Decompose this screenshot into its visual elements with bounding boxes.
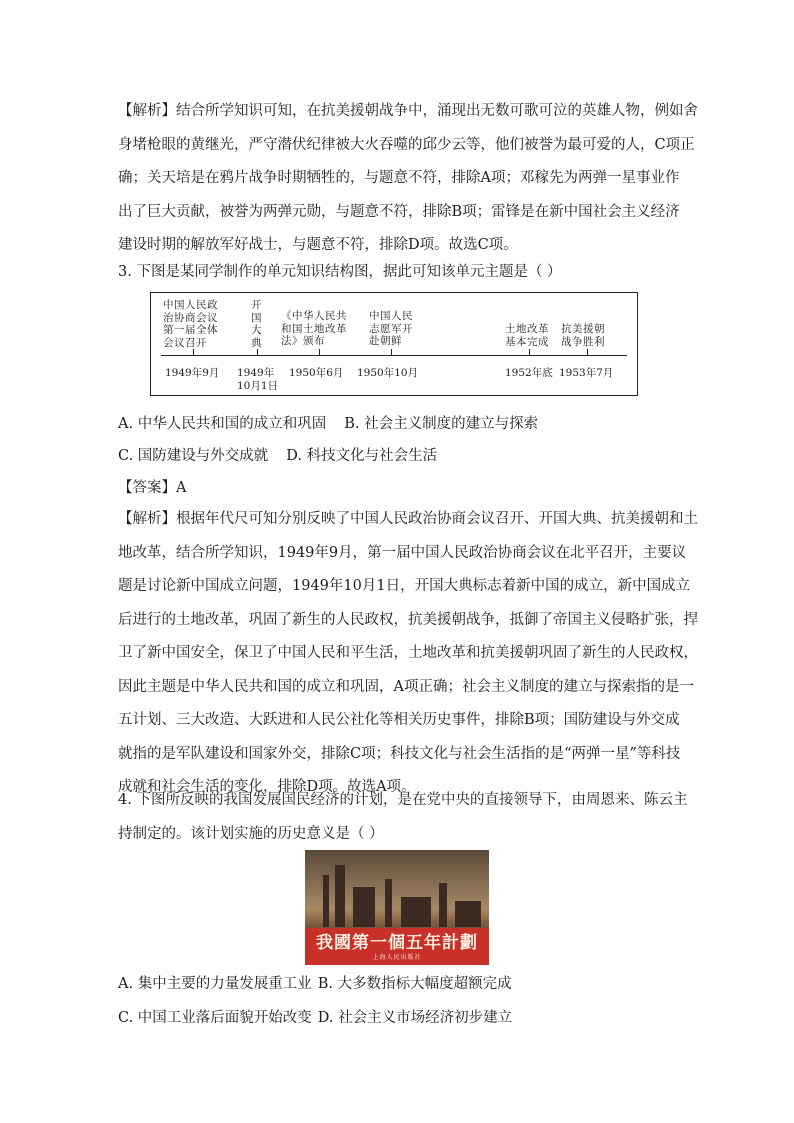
timeline-tick <box>319 349 320 356</box>
option-a[interactable]: A. 集中主要的力量发展重工业 <box>118 976 312 992</box>
text-line: 确；关天培是在鸦片战争时期牺牲的，与题意不符，排除A项；邓稼先为两弹一星事业作 <box>118 170 680 186</box>
timeline-tick <box>587 349 588 356</box>
timeline-event-6 <box>561 323 605 348</box>
poster-furnace <box>353 887 375 927</box>
text-line: 出了巨大贡献，被誉为两弹元勋，与题意不符，排除B项；雷锋是在新中国社会主义经济 <box>118 203 680 220</box>
option-c[interactable]: C. 国防建设与外交成就 <box>118 448 269 464</box>
timeline-date-1: 1949年9月 <box>165 367 220 379</box>
question-4-stem <box>118 784 688 851</box>
timeline-event-2 <box>251 299 262 349</box>
timeline-tick <box>257 349 258 356</box>
text-line: 成就和社会生活的变化，排除D项。故选A项。 <box>118 779 416 795</box>
poster-banner <box>305 928 489 965</box>
timeline-date-6: 1953年7月 <box>559 367 614 379</box>
timeline-date-3: 1950年6月 <box>289 367 344 379</box>
question-3-analysis <box>118 503 698 805</box>
option-b[interactable]: B. 大多数指标大幅度超额完成 <box>317 976 512 992</box>
timeline-date-5: 1952年底 <box>505 367 553 379</box>
timeline-tick <box>529 349 530 356</box>
question-3-options-row-1 <box>118 408 538 440</box>
timeline-date-2 <box>237 367 278 393</box>
event-text: 中国人民 <box>369 310 413 322</box>
text-line: 持制定的。该计划实施的历史意义是（ ） <box>118 825 384 842</box>
option-a[interactable]: A. 中华人民共和国的成立和巩固 <box>118 416 327 432</box>
five-year-plan-poster <box>305 850 489 965</box>
timeline-date-4: 1950年10月 <box>357 367 419 379</box>
question-3-options-row-2 <box>118 440 437 472</box>
text-line: 题是讨论新中国成立问题，1949年10月1日，开国大典标志着新中国的成立，新中国成立 <box>118 578 691 594</box>
poster-building <box>455 901 481 927</box>
prev-analysis <box>118 95 698 263</box>
text-line: 【解析】结合所学知识可知，在抗美援朝战争中，涌现出无数可歌可泣的英雄人物，例如舍 <box>118 103 698 119</box>
timeline-event-3 <box>281 310 347 348</box>
event-text: 和国土地改革 <box>281 322 347 335</box>
timeline-diagram <box>150 292 638 396</box>
poster-chimney <box>323 875 329 927</box>
text-line: 地改革，结合所学知识，1949年9月，第一届中国人民政治协商会议在北平召开，主要议 <box>118 544 687 561</box>
poster-building <box>401 897 431 927</box>
event-text: 典 <box>251 336 262 349</box>
event-text: 志愿军开 <box>369 322 413 335</box>
poster-title: 我國第一個五年計劃 <box>316 933 478 953</box>
event-text: 赴朝鲜 <box>369 335 402 347</box>
text-line: 【解析】根据年代尺可知分别反映了中国人民政治协商会议召开、开国大典、抗美援朝和土 <box>118 511 698 527</box>
event-text: 法》颁布 <box>281 335 325 347</box>
timeline-tick <box>193 349 194 356</box>
event-text: 国 <box>251 311 262 324</box>
poster-chimney <box>439 883 447 927</box>
timeline-event-4 <box>369 310 413 348</box>
event-text: 土地改革 <box>505 323 549 335</box>
poster-publisher: 上海人民出版社 <box>372 954 422 961</box>
event-text: 治协商会议 <box>163 311 218 324</box>
text-line: 3. 下图是某同学制作的单元知识结构图，据此可知该单元主题是（ ） <box>118 264 562 280</box>
event-text: 战争胜利 <box>561 335 605 348</box>
event-text: 会议召开 <box>163 336 207 349</box>
text-line: 后进行的土地改革，巩固了新生的人民政权，抗美援朝战争，抵御了帝国主义侵略扩张，捍 <box>118 611 698 628</box>
timeline-axis <box>161 355 627 356</box>
option-d[interactable]: D. 科技文化与社会生活 <box>286 448 438 464</box>
timeline-event-1 <box>163 299 218 349</box>
text-line: 五计划、三大改造、大跃进和人民公社化等相关历史事件，排除B项；国防建设与外交成 <box>118 712 680 728</box>
event-text: 中国人民政 <box>163 299 218 311</box>
text-line: 卫了新中国安全，保卫了中国人民和平生活，土地改革和抗美援朝巩固了新生的人民政权， <box>118 645 698 661</box>
poster-chimney <box>335 865 345 927</box>
timeline-tick <box>391 349 392 356</box>
date-text: 10月1日 <box>237 380 279 392</box>
question-3-answer <box>118 472 680 506</box>
option-c[interactable]: C. 中国工业落后面貌开始改变 <box>118 1010 312 1026</box>
question-3-stem <box>118 256 680 290</box>
poster-chimney <box>385 879 392 927</box>
question-4-options-row-2 <box>118 1002 512 1034</box>
text-line: 4. 下图所反映的我国发展国民经济的计划，是在党中央的直接领导下，由周恩来、陈云主 <box>118 792 688 808</box>
option-b[interactable]: B. 社会主义制度的建立与探索 <box>344 416 539 432</box>
question-4-options-row-1 <box>118 968 512 1000</box>
event-text: 第一届全体 <box>163 324 218 336</box>
event-text: 大 <box>251 324 262 336</box>
event-text: 开 <box>251 299 262 311</box>
event-text: 抗美援朝 <box>561 323 605 335</box>
date-text: 1949年 <box>237 367 275 379</box>
option-d[interactable]: D. 社会主义市场经济初步建立 <box>317 1010 513 1026</box>
text-line: 就指的是军队建设和国家外交，排除C项；科技文化与社会生活指的是“两弹一星”等科技 <box>118 745 681 762</box>
event-text: 《中华人民共 <box>281 310 347 322</box>
text-line: 因此主题是中华人民共和国的成立和巩固，A项正确；社会主义制度的建立与探索指的是一 <box>118 678 694 695</box>
text-line: 身堵枪眼的黄继光，严守潜伏纪律被大火吞噬的邱少云等，他们被誉为最可爱的人，C项正 <box>118 136 695 153</box>
event-text: 基本完成 <box>505 335 549 348</box>
timeline-event-5 <box>505 323 549 348</box>
answer-text: 【答案】A <box>118 480 187 496</box>
text-line: 建设时期的解放军好战士，与题意不符，排除D项。故选C项。 <box>118 237 518 253</box>
